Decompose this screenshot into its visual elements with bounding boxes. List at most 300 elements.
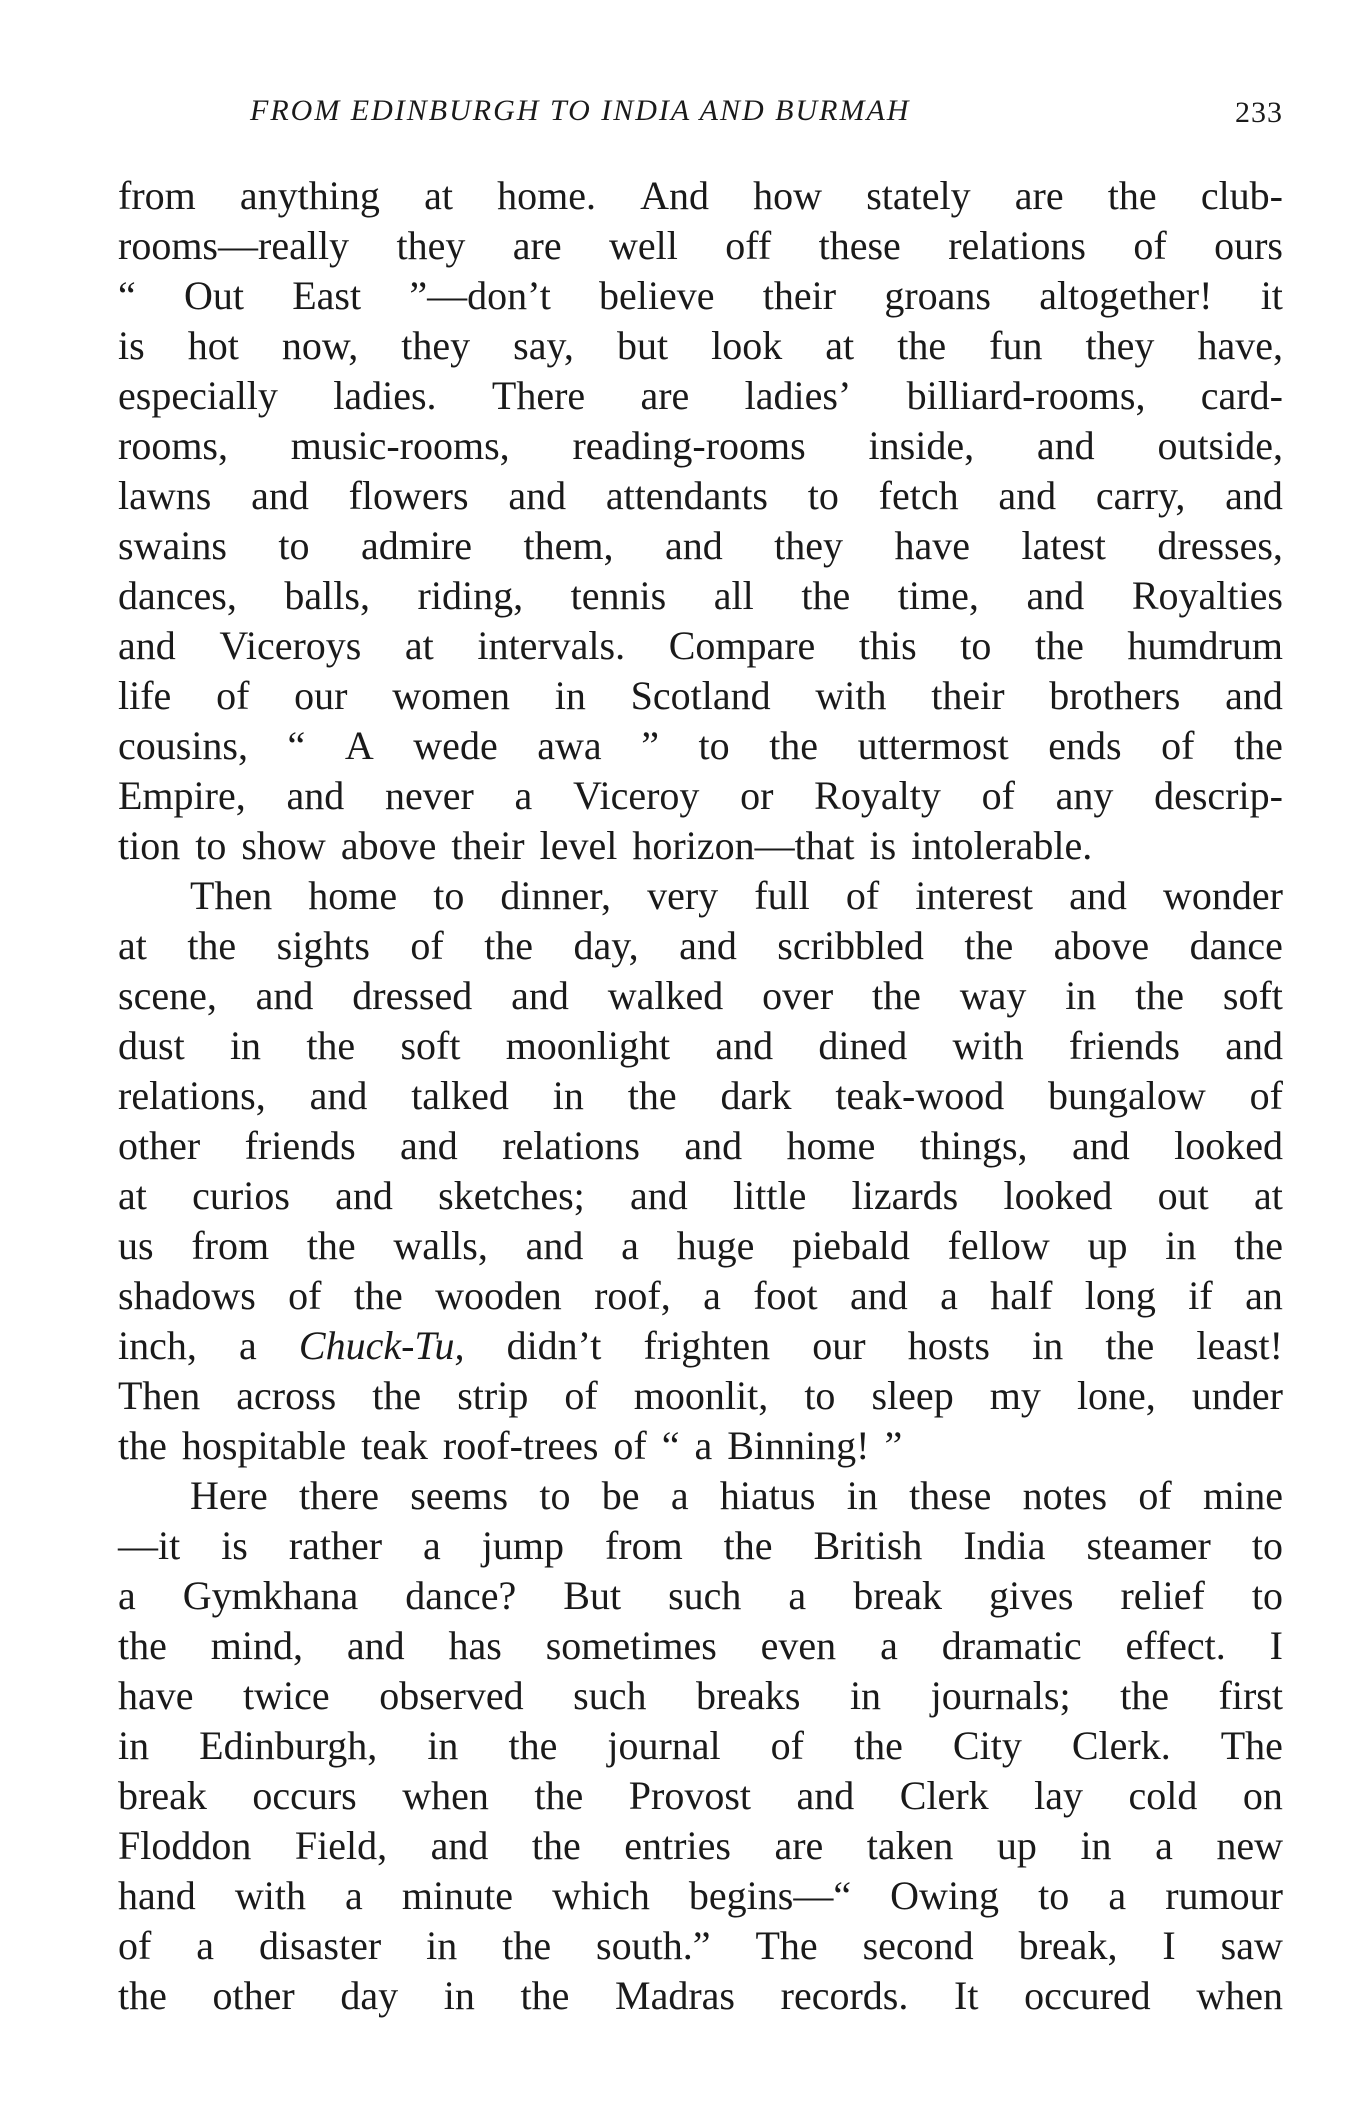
word: hosts: [907, 1323, 990, 1368]
word: first: [1218, 1673, 1283, 1718]
word: at: [404, 623, 434, 668]
word: British: [813, 1523, 923, 1568]
word: flowers: [348, 473, 469, 518]
word: and: [1026, 573, 1085, 618]
word: admire: [360, 523, 473, 568]
word: of: [118, 1923, 152, 1968]
word: teak-wood: [835, 1073, 1005, 1118]
word: humdrum: [1127, 623, 1283, 668]
word: looked: [1003, 1173, 1113, 1218]
word: and: [335, 1173, 393, 1218]
word: occured: [1024, 1973, 1151, 2018]
word: have: [894, 523, 971, 568]
word: inside,: [868, 423, 975, 468]
word: and: [849, 1273, 908, 1318]
word: rooms—really: [118, 223, 350, 268]
word: friends: [1068, 1023, 1180, 1068]
word: and: [998, 473, 1057, 518]
word: reading-rooms: [572, 423, 806, 468]
word: and: [796, 1773, 855, 1818]
word: our: [812, 1323, 866, 1368]
word: The: [755, 1923, 818, 1968]
word: breaks: [696, 1673, 801, 1718]
word: a: [239, 1323, 257, 1368]
word: Clerk: [899, 1773, 989, 1818]
word: of: [410, 923, 444, 968]
word: above: [340, 823, 437, 868]
word: hot: [187, 323, 239, 368]
text-line: [118, 1521, 1283, 1571]
word: City: [952, 1723, 1022, 1768]
word: their: [931, 673, 1005, 718]
word: have,: [1197, 323, 1283, 368]
word: dresses,: [1157, 523, 1283, 568]
word: they: [401, 323, 471, 368]
word: to: [1038, 1873, 1070, 1918]
word: an: [1245, 1273, 1283, 1318]
word: jump: [481, 1523, 564, 1568]
text-line: [118, 1571, 1283, 1621]
word: are: [640, 373, 690, 418]
word: I: [1269, 1623, 1283, 1668]
word: ladies’: [744, 373, 852, 418]
word: break: [118, 1773, 207, 1818]
word: way: [959, 973, 1027, 1018]
word: across: [236, 1373, 337, 1418]
word: cold: [1128, 1773, 1198, 1818]
text-line: [118, 1021, 1283, 1071]
word: soft: [1222, 973, 1283, 1018]
word: them,: [523, 523, 614, 568]
word: effect.: [1125, 1623, 1226, 1668]
word: disaster: [259, 1923, 382, 1968]
word: of: [845, 873, 880, 918]
word: Madras: [615, 1973, 735, 2018]
text-line: [118, 1421, 1283, 1471]
word: of: [1133, 223, 1167, 268]
word: and: [1225, 673, 1283, 718]
word: us: [118, 1223, 154, 1268]
word: dance?: [405, 1573, 517, 1618]
text-line: [118, 771, 1283, 821]
word: taken: [866, 1823, 954, 1868]
word: if: [1188, 1273, 1213, 1318]
text-line: [118, 521, 1283, 571]
text-line: [118, 421, 1283, 471]
word: in: [1032, 1323, 1064, 1368]
word: on: [1242, 1773, 1283, 1818]
text-line: [118, 821, 1283, 871]
word: from: [604, 1523, 683, 1568]
word: the: [854, 1723, 903, 1768]
word: in: [552, 1073, 584, 1118]
word: the: [306, 1223, 356, 1268]
word: women: [392, 673, 510, 718]
word: of: [1161, 723, 1195, 768]
text-line: [118, 1271, 1283, 1321]
word: dark: [720, 1073, 792, 1118]
word: such: [668, 1573, 742, 1618]
word: Then: [190, 873, 273, 918]
body-text: [118, 171, 1283, 2021]
word: home: [308, 873, 398, 918]
word: a: [621, 1223, 639, 1268]
word: south.”: [596, 1923, 711, 1968]
word: in: [846, 1473, 878, 1518]
word: Gymkhana: [182, 1573, 359, 1618]
word: ours: [1214, 223, 1283, 268]
word: with: [815, 673, 887, 718]
word: minute: [401, 1873, 513, 1918]
text-line: [118, 1671, 1283, 1721]
word: piebald: [792, 1223, 910, 1268]
word: at: [1254, 1173, 1283, 1218]
word: the: [353, 1273, 403, 1318]
word: the: [187, 923, 237, 968]
word: lone,: [1076, 1373, 1156, 1418]
word: are: [774, 1823, 824, 1868]
text-line: [118, 1821, 1283, 1871]
word: at: [118, 923, 147, 968]
word: the: [502, 1923, 552, 1968]
word: our: [294, 673, 348, 718]
word: of: [1138, 1473, 1172, 1518]
word: of: [564, 1373, 598, 1418]
word: dinner,: [500, 873, 612, 918]
word: any: [1055, 773, 1114, 818]
word: or: [740, 773, 774, 818]
word: the: [897, 323, 947, 368]
word: Viceroy: [572, 773, 700, 818]
word: the: [1034, 623, 1084, 668]
word: in: [443, 1973, 475, 2018]
word: sleep: [871, 1373, 954, 1418]
word: ends: [1048, 723, 1122, 768]
word: fetch: [878, 473, 959, 518]
word: awa: [537, 723, 602, 768]
word: cousins,: [118, 723, 248, 768]
word: teak: [361, 1423, 428, 1468]
word: other: [212, 1973, 295, 2018]
word: off: [725, 223, 772, 268]
word: rooms,: [118, 423, 228, 468]
word: are: [512, 223, 562, 268]
word: The: [1220, 1723, 1283, 1768]
word: dressed: [352, 973, 473, 1018]
word: a: [880, 1623, 898, 1668]
text-line: [118, 571, 1283, 621]
word: gives: [989, 1573, 1074, 1618]
word: riding,: [417, 573, 524, 618]
word: the: [769, 723, 819, 768]
word: moonlight: [505, 1023, 671, 1068]
word: now,: [281, 323, 359, 368]
word: shadows: [118, 1273, 256, 1318]
word: dust: [118, 1023, 185, 1068]
word: in: [1165, 1223, 1197, 1268]
word: walked: [607, 973, 724, 1018]
word: never: [384, 773, 474, 818]
word: their: [762, 273, 837, 318]
text-line: [118, 1371, 1283, 1421]
word: a: [670, 1473, 689, 1518]
word: club-: [1200, 173, 1283, 218]
word: Binning!: [727, 1423, 870, 1468]
word: dined: [818, 1023, 908, 1068]
word: And: [640, 173, 710, 218]
word: a: [423, 1523, 441, 1568]
word: ”: [884, 1423, 903, 1468]
word: attendants: [605, 473, 768, 518]
word: to: [698, 723, 730, 768]
word: bungalow: [1048, 1073, 1206, 1118]
word: lay: [1034, 1773, 1084, 1818]
word: didn’t: [506, 1323, 602, 1368]
word: rather: [288, 1523, 383, 1568]
word: they: [1085, 323, 1155, 368]
word: a: [1108, 1873, 1127, 1918]
text-line: [118, 1871, 1283, 1921]
word: to: [960, 623, 992, 668]
word: foot: [753, 1273, 818, 1318]
word: Provost: [628, 1773, 751, 1818]
word: roof,: [594, 1273, 671, 1318]
word: in: [426, 1923, 458, 1968]
word: and: [525, 1223, 584, 1268]
word: up: [996, 1823, 1037, 1868]
word: and: [118, 623, 176, 668]
word: Empire,: [118, 773, 246, 818]
word: time,: [897, 573, 979, 618]
word: under: [1191, 1373, 1283, 1418]
word: second: [862, 1923, 974, 1968]
word: especially: [118, 373, 278, 418]
word: Royalties: [1131, 573, 1283, 618]
word: with: [234, 1873, 306, 1918]
word: and: [1071, 1123, 1130, 1168]
word: when: [1196, 1973, 1283, 2018]
word: things,: [919, 1123, 1028, 1168]
word: and: [255, 973, 314, 1018]
word: moonlit,: [633, 1373, 769, 1418]
word: rumour: [1165, 1873, 1283, 1918]
word: up: [1087, 1223, 1128, 1268]
word: of: [1249, 1073, 1283, 1118]
word: and: [630, 1173, 688, 1218]
word: my: [989, 1373, 1041, 1418]
word: level: [539, 823, 618, 868]
word: of: [288, 1273, 322, 1318]
word: “: [118, 273, 136, 318]
word: horizon—that: [632, 823, 855, 868]
word: uttermost: [857, 723, 1009, 768]
word: life: [118, 673, 172, 718]
word: and: [286, 773, 345, 818]
word: swains: [118, 523, 227, 568]
word: they: [396, 223, 466, 268]
running-head: [118, 94, 1283, 134]
word: billiard-rooms,: [906, 373, 1146, 418]
word: their: [451, 823, 525, 868]
word: home.: [497, 173, 596, 218]
word: the: [118, 1423, 167, 1468]
word: scene,: [118, 973, 217, 1018]
text-line: [118, 971, 1283, 1021]
word: has: [448, 1623, 502, 1668]
word: lizards: [851, 1173, 959, 1218]
word: the: [520, 1973, 570, 2018]
word: Compare: [668, 623, 816, 668]
word: the: [484, 923, 534, 968]
word: to: [278, 523, 310, 568]
word: long: [1084, 1273, 1156, 1318]
word: over: [762, 973, 834, 1018]
word: dance: [1189, 923, 1283, 968]
word: is: [221, 1523, 248, 1568]
word: relations,: [118, 1073, 266, 1118]
word: least!: [1196, 1323, 1283, 1368]
word: other: [118, 1123, 201, 1168]
word: mine: [1202, 1473, 1283, 1518]
word: is: [118, 323, 145, 368]
word: music-rooms,: [290, 423, 510, 468]
word: mind,: [210, 1623, 303, 1668]
word: in: [554, 673, 586, 718]
word: carry,: [1095, 473, 1186, 518]
word: and: [400, 1123, 458, 1168]
word: —it: [118, 1523, 181, 1568]
word: at: [825, 323, 855, 368]
word: frighten: [643, 1323, 771, 1368]
word: is: [869, 823, 897, 868]
text-line: [118, 671, 1283, 721]
word: notes: [1022, 1473, 1108, 1518]
text-line: [118, 271, 1283, 321]
word: a: [196, 1923, 215, 1968]
word: of: [981, 773, 1015, 818]
word: full: [754, 873, 810, 918]
word: a: [345, 1873, 363, 1918]
word: Edinburgh,: [199, 1723, 378, 1768]
word: and: [1225, 1023, 1283, 1068]
word: the: [306, 1023, 356, 1068]
word: break: [853, 1573, 943, 1618]
word: Royalty: [814, 773, 941, 818]
word: dances,: [118, 573, 237, 618]
word: the: [871, 973, 921, 1018]
word: curios: [192, 1173, 290, 1218]
text-line: [118, 221, 1283, 271]
word: to: [433, 873, 465, 918]
word: Clerk.: [1071, 1723, 1171, 1768]
word: this: [858, 623, 917, 668]
word: when: [402, 1773, 489, 1818]
word: the: [508, 1723, 558, 1768]
word: ladies.: [333, 373, 437, 418]
text-line: [118, 1321, 1283, 1371]
word: scribbled: [777, 923, 924, 968]
word: relations: [502, 1123, 640, 1168]
word: altogether!: [1039, 273, 1213, 318]
text-line: [118, 1071, 1283, 1121]
word: say,: [513, 323, 574, 368]
word: a: [118, 1573, 136, 1618]
word: very: [647, 873, 719, 918]
word: I: [1162, 1923, 1176, 1968]
word: in: [118, 1723, 150, 1768]
word: they: [774, 523, 844, 568]
word: day: [340, 1973, 399, 2018]
word: the: [1234, 723, 1283, 768]
word: stately: [866, 173, 971, 218]
word: entries: [624, 1823, 731, 1868]
word: it: [1260, 273, 1283, 318]
word: outside,: [1157, 423, 1283, 468]
word: wonder: [1162, 873, 1283, 918]
text-line: [118, 471, 1283, 521]
word: a: [788, 1573, 807, 1618]
text-line: [118, 1921, 1283, 1971]
word: and: [679, 923, 737, 968]
text-line: [118, 1621, 1283, 1671]
word: the: [1105, 1323, 1155, 1368]
word: in: [427, 1723, 459, 1768]
word: well: [608, 223, 678, 268]
word: the: [723, 1523, 773, 1568]
word: and: [251, 473, 309, 518]
word: from: [118, 173, 196, 218]
word: talked: [411, 1073, 509, 1118]
text-line: [118, 171, 1283, 221]
word: ”—don’t: [409, 273, 551, 318]
word: Viceroys: [219, 623, 362, 668]
word: observed: [379, 1673, 524, 1718]
word: to: [807, 473, 839, 518]
word: the: [372, 1373, 422, 1418]
word: from: [191, 1223, 270, 1268]
word: looked: [1174, 1123, 1283, 1168]
word: groans: [884, 273, 991, 318]
word: of: [770, 1723, 804, 1768]
word: the: [1120, 1673, 1169, 1718]
word: Here: [190, 1473, 268, 1518]
word: seems: [410, 1473, 509, 1518]
word: how: [753, 173, 823, 218]
page-number: 233: [1235, 96, 1283, 129]
text-line: [118, 621, 1283, 671]
word: and: [1036, 423, 1095, 468]
text-line: [118, 1971, 1283, 2021]
text-line: [118, 1171, 1283, 1221]
word: “: [287, 723, 306, 768]
word: soft: [400, 1023, 461, 1068]
word: a: [694, 1423, 713, 1468]
word: in: [1065, 973, 1097, 1018]
word: all: [713, 573, 754, 618]
word: these: [818, 223, 901, 268]
word: strip: [457, 1373, 529, 1418]
word: hand: [118, 1873, 196, 1918]
word: believe: [599, 273, 715, 318]
text-line: [118, 1471, 1283, 1521]
word: with: [952, 1023, 1024, 1068]
word: relief: [1120, 1573, 1205, 1618]
word: latest: [1021, 523, 1106, 568]
text-line: [118, 721, 1283, 771]
word: balls,: [284, 573, 370, 618]
word: and: [715, 1023, 774, 1068]
word: to: [539, 1473, 571, 1518]
